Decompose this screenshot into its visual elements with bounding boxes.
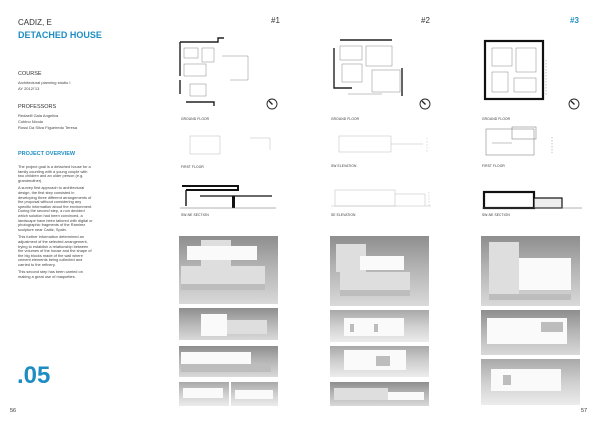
column-label-3: #3 (570, 16, 579, 25)
course-line-1: Architectural planning studio I (18, 80, 71, 85)
model-photo (231, 382, 278, 406)
model-photo (179, 346, 278, 377)
first-floor-label-3: FIRST FLOOR (482, 164, 505, 168)
north-arrow-icon (419, 97, 431, 109)
section-drawing-2 (331, 184, 431, 214)
ground-floor-label-2: GROUND FLOOR (331, 117, 360, 121)
location-title: CADIZ, E (18, 18, 52, 27)
ground-floor-label-1: GROUND FLOOR (181, 117, 210, 121)
overview-paragraph: The project goal is a detached house for a family counting with a young couple with two children and an older person (e.g. grandmother). (18, 164, 91, 183)
section-drawing-3 (482, 190, 582, 214)
model-photo (481, 236, 580, 306)
model-photo (330, 236, 429, 306)
professor-name: Rossi Da Silva Figueiredo Teresa (18, 125, 78, 130)
model-photo (179, 236, 278, 304)
professor-name: Redaelli Gaia Angelica (18, 113, 59, 118)
first-floor-label-1: FIRST FLOOR (181, 165, 204, 169)
page-number-left: 56 (10, 408, 17, 414)
north-arrow-icon (568, 97, 580, 109)
overview-paragraph: This second step has been carried on making a great use of maquettes. (18, 269, 83, 280)
overview-heading: PROJECT OVERVIEW (18, 151, 76, 157)
column-label-2: #2 (421, 16, 430, 25)
section-label-3: SW-NE SECTION (482, 213, 510, 217)
first-floor-plan-3 (482, 125, 562, 163)
model-photo (481, 310, 580, 355)
course-line-2: AY 2012/'13 (18, 86, 40, 91)
column-label-1: #1 (271, 16, 280, 25)
overview-paragraph: A survey first approach to architectural design, the first step consisted in developing three different arrangements of the proposal without considering any specific information about the environment. During the second step, a non decided which solution had been convinced, a landscape have been tailored with digital or photographic fragments of the Ramirez sculpture near Cadiz, Spain. (18, 185, 93, 232)
section-drawing-1 (180, 184, 276, 214)
section-label-1: SW-NE SECTION (181, 213, 209, 217)
professor-name: Cobino Nicola (18, 119, 43, 124)
first-floor-label-2: SW ELEVATION (331, 164, 357, 168)
ground-floor-plan-1 (178, 36, 258, 110)
model-photo (179, 308, 278, 340)
ground-floor-plan-2 (332, 38, 412, 104)
first-floor-plan-2 (331, 130, 431, 160)
model-photo (330, 382, 429, 406)
model-photo (330, 346, 429, 377)
first-floor-plan-1 (180, 130, 274, 162)
ground-floor-plan-3 (482, 38, 562, 104)
ground-floor-label-3: GROUND FLOOR (482, 117, 511, 121)
project-title: DETACHED HOUSE (18, 30, 102, 40)
overview-paragraph: This further information determined an adjustment of the selected arrangement, trying to establish a relationship between the volumes of the house and the shape of the big blocks made of the wall where cement elements being collected and carried to the refinery. (18, 234, 92, 267)
overview-text (18, 165, 94, 283)
page-number-right: 57 (581, 408, 588, 414)
model-photo (179, 382, 229, 406)
professors-heading: PROFESSORS (18, 104, 57, 110)
model-photo (330, 310, 429, 342)
course-heading: COURSE (18, 71, 42, 77)
section-label-2: SE ELEVATION (331, 213, 356, 217)
north-arrow-icon (266, 97, 278, 109)
model-photo (481, 359, 580, 405)
section-number: .05 (17, 362, 51, 389)
